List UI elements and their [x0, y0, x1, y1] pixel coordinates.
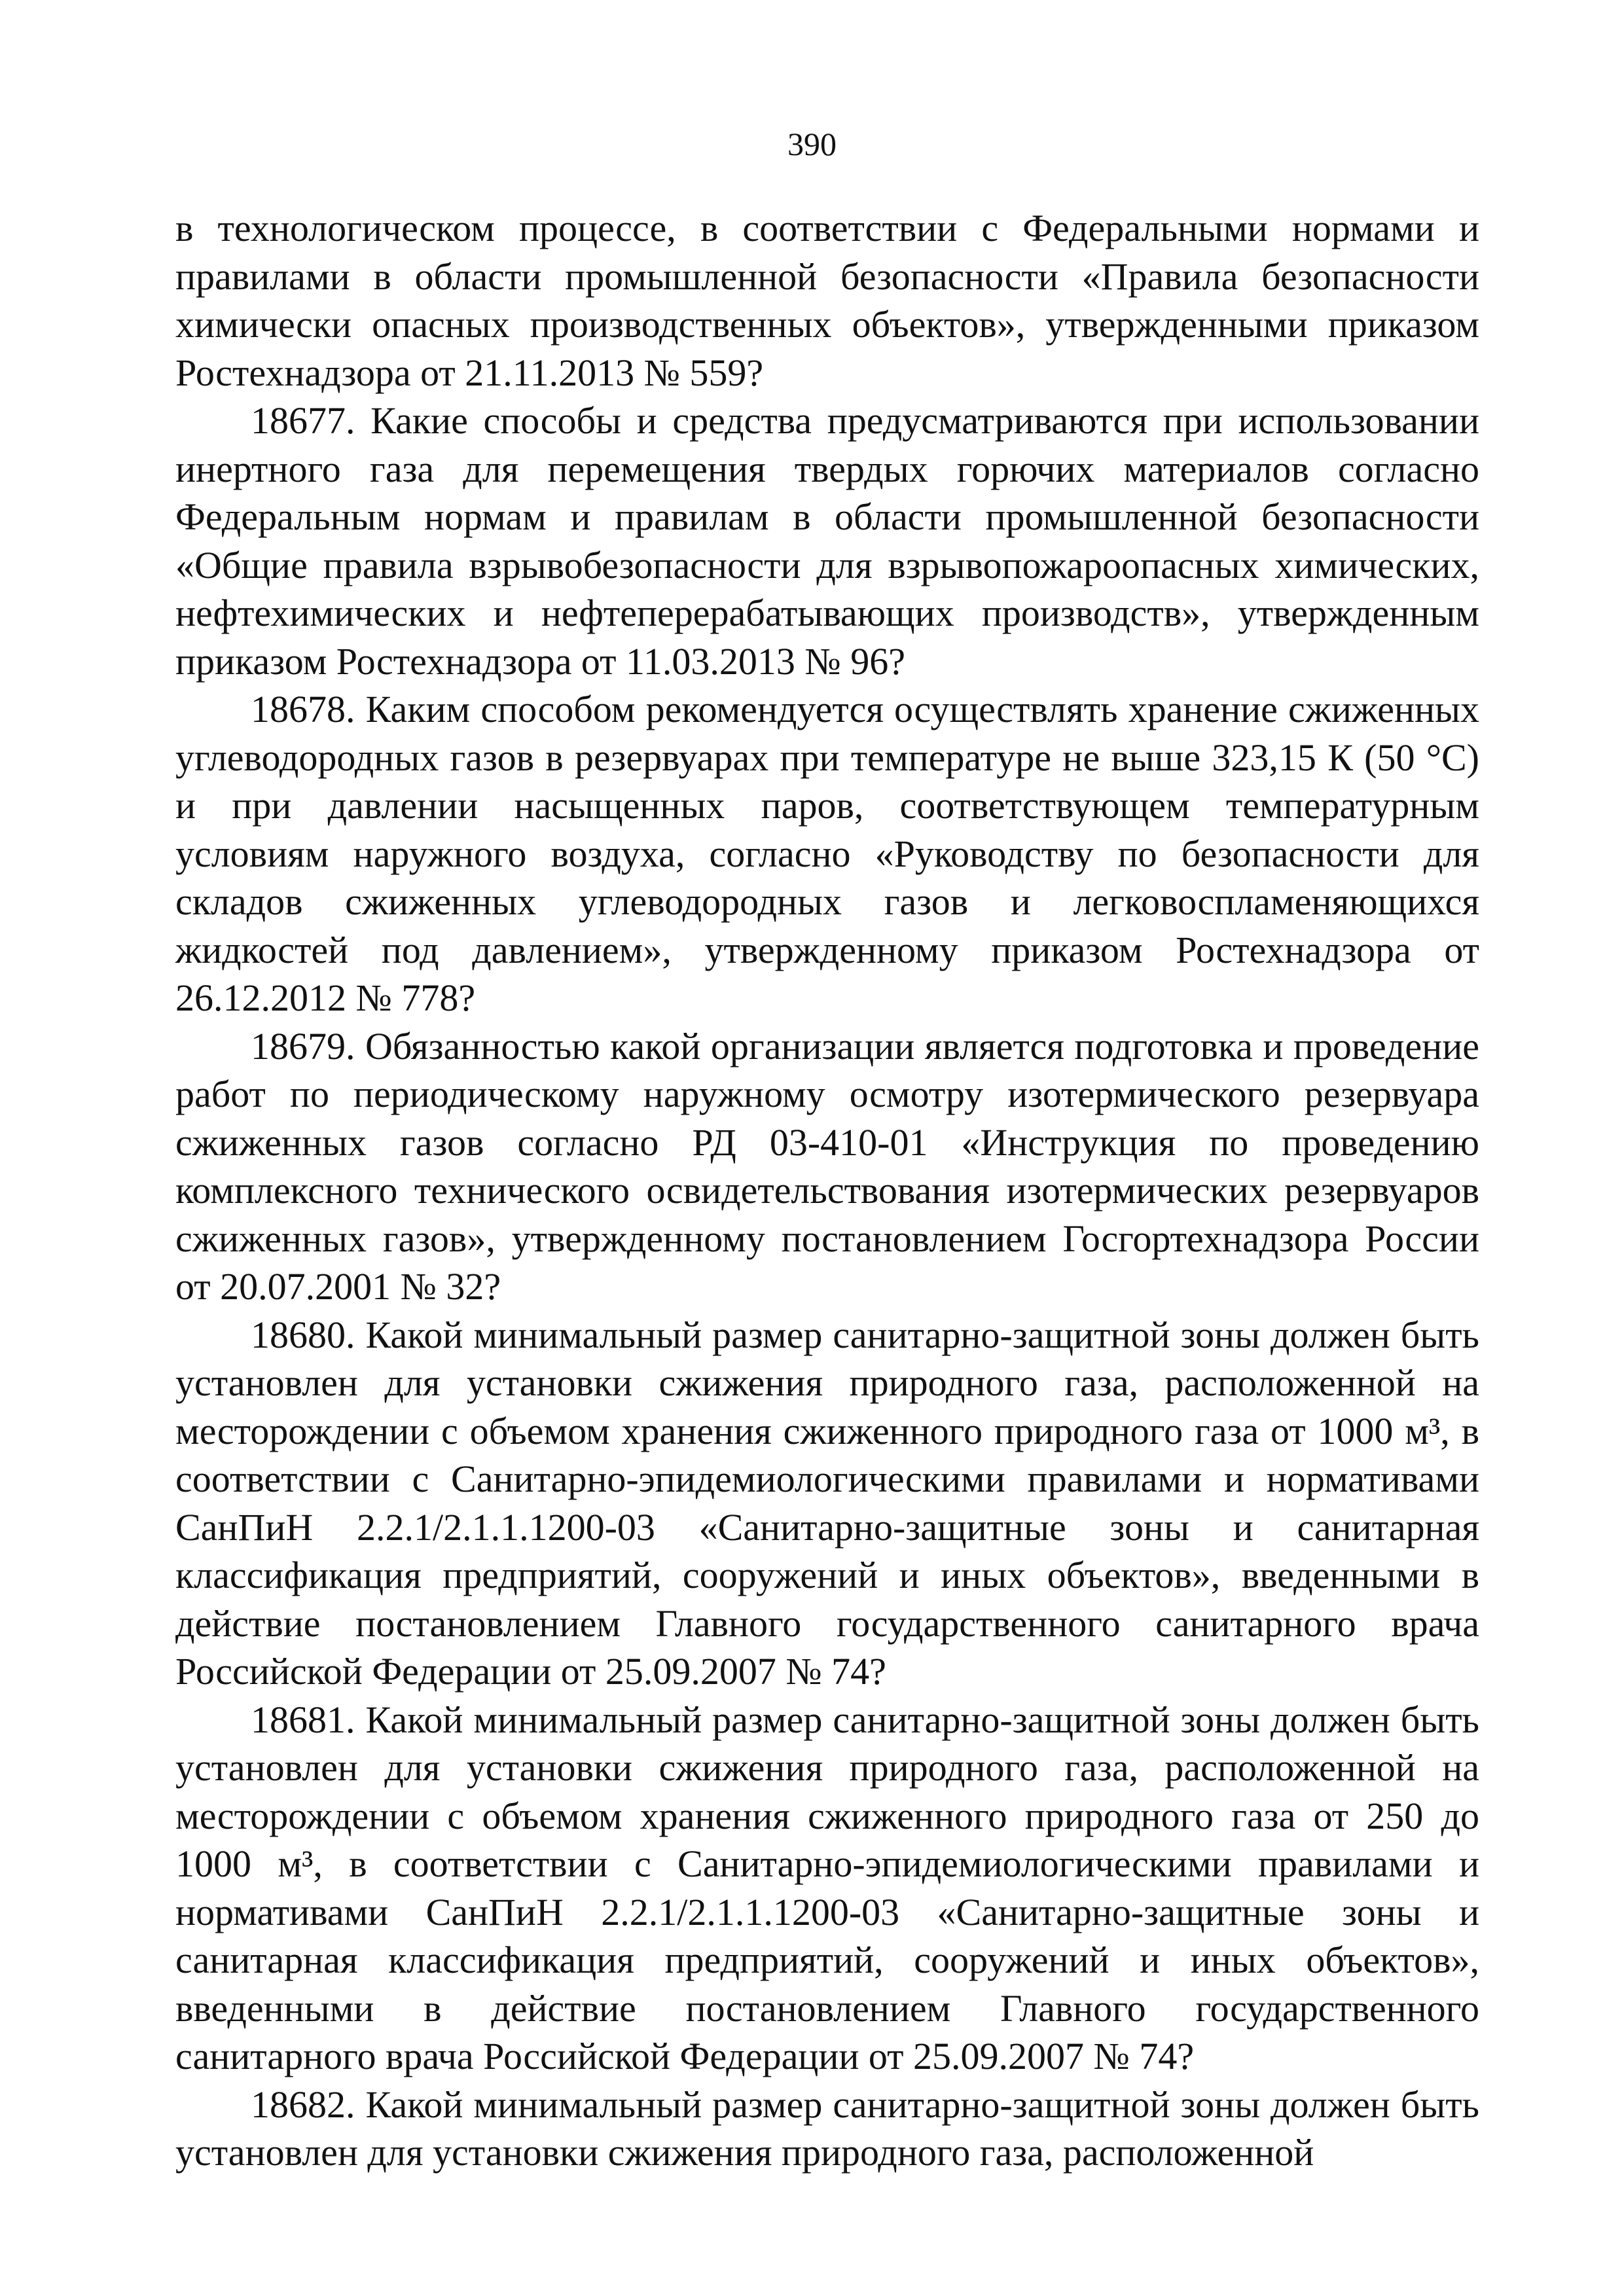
page-number: 390: [787, 126, 837, 162]
paragraph-continuation: в технологическом процессе, в соответствии с Федеральными нормами и правилами в области промышленной безопасности «Правила безопасности химически опасных производственных объектов», утвержденными приказом Ростехнадзора от 21.11.2013 № 559?: [175, 207, 1479, 394]
document-body: [175, 204, 1479, 2177]
question-18682: 18682. Какой минимальный размер санитарно-защитной зоны должен быть установлен для установки сжижения природного газа, расположенной: [175, 2083, 1479, 2174]
question-18680: 18680. Какой минимальный размер санитарно-защитной зоны должен быть установлен для установки сжижения природного газа, расположенной на месторождении с объемом хранения сжиженного природного газа от 1000 м³, в соответствии с Санитарно-эпидемиологическими правилами и нормативами СанПиН 2.2.1/2.1.1.1200-03 «Санитарно-защитные зоны и санитарная классификация предприятий, сооружений и иных объектов», введенными в действие постановлением Главного государственного санитарного врача Российской Федерации от 25.09.2007 № 74?: [175, 1313, 1479, 1693]
question-18677: 18677. Какие способы и средства предусматриваются при использовании инертного газа для перемещения твердых горючих материалов согласно Федеральным нормам и правилам в области промышленной безопасности «Общие правила взрывобезопасности для взрывопожароопасных химических, нефтехимических и нефтеперерабатывающих производств», утвержденным приказом Ростехнадзора от 11.03.2013 № 96?: [175, 399, 1479, 683]
question-18679: 18679. Обязанностью какой организации является подготовка и проведение работ по периодическому наружному осмотру изотермического резервуара сжиженных газов согласно РД 03-410-01 «Инструкция по проведению комплексного технического освидетельствования изотермических резервуаров сжиженных газов», утвержденному постановлением Госгортехнадзора России от 20.07.2001 № 32?: [175, 1024, 1479, 1308]
question-18678: 18678. Каким способом рекомендуется осуществлять хранение сжиженных углеводородных газов в резервуарах при температуре не выше 323,15 К (50 °С) и при давлении насыщенных паров, соответствующем температурным условиям наружного воздуха, согласно «Руководству по безопасности для складов сжиженных углеводородных газов и легковоспламеняющихся жидкостей под давлением», утвержденному приказом Ростехнадзора от 26.12.2012 № 778?: [175, 688, 1479, 1019]
question-18681: 18681. Какой минимальный размер санитарно-защитной зоны должен быть установлен для установки сжижения природного газа, расположенной на месторождении с объемом хранения сжиженного природного газа от 250 до 1000 м³, в соответствии с Санитарно-эпидемиологическими правилами и нормативами СанПиН 2.2.1/2.1.1.1200-03 «Санитарно-защитные зоны и санитарная классификация предприятий, сооружений и иных объектов», введенными в действие постановлением Главного государственного санитарного врача Российской Федерации от 25.09.2007 № 74?: [175, 1698, 1479, 2077]
